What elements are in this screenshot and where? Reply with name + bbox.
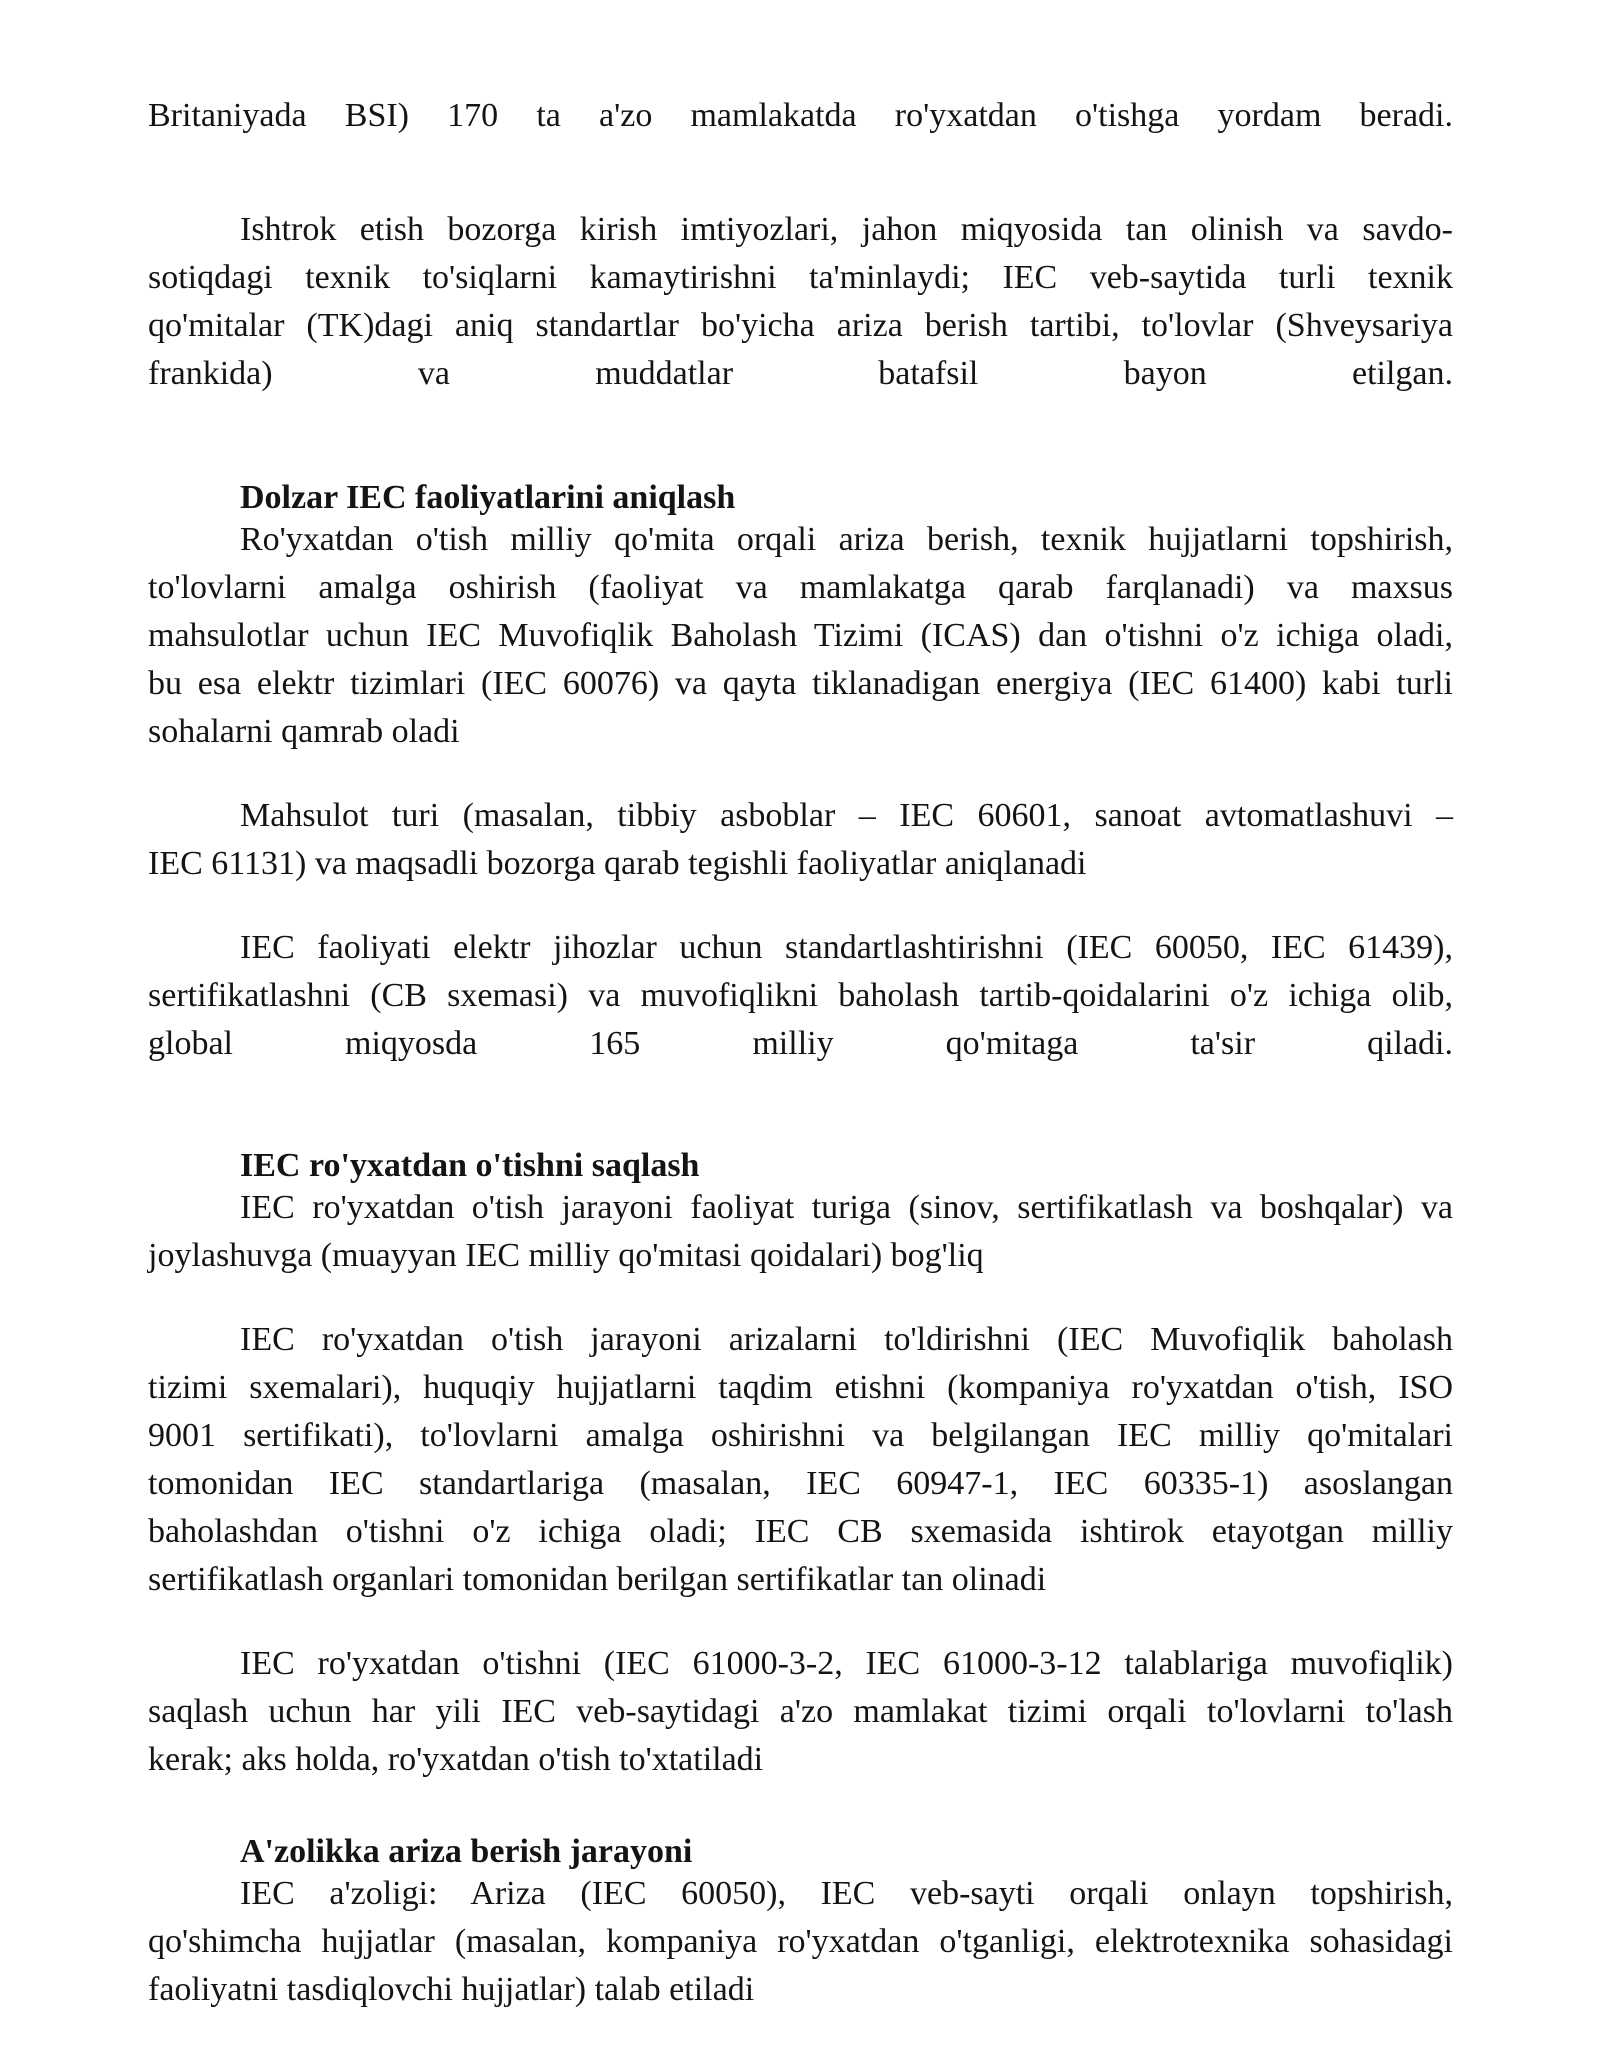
text-line: 9001 sertifikati), to'lovlarni amalga oshirishni va belgilangan IEC milliy qo'mitalari: [148, 1417, 1453, 1454]
text-line: IEC 61131) va maqsadli bozorga qarab tegishli faoliyatlar aniqlanadi: [148, 845, 1087, 882]
text-line: Ishtrok etish bozorga kirish imtiyozlari, jahon miqyosida tan olinish va savdo-: [240, 211, 1453, 248]
text-line: frankida) va muddatlar batafsil bayon etilgan.: [148, 355, 1453, 392]
text-line: IEC ro'yxatdan o'tish jarayoni arizalarni to'ldirishni (IEC Muvofiqlik baholash: [240, 1321, 1453, 1358]
text-line: sotiqdagi texnik to'siqlarni kamaytirishni ta'minlaydi; IEC veb-saytida turli texnik: [148, 259, 1453, 296]
text-line: qo'shimcha hujjatlar (masalan, kompaniya ro'yxatdan o'tganligi, elektrotexnika sohasidagi: [148, 1923, 1453, 1960]
text-line: mahsulotlar uchun IEC Muvofiqlik Baholash Tizimi (ICAS) dan o'tishni o'z ichiga oladi,: [148, 617, 1453, 654]
text-line: to'lovlarni amalga oshirish (faoliyat va mamlakatga qarab farqlanadi) va maxsus: [148, 569, 1453, 606]
text-line: IEC ro'yxatdan o'tish jarayoni faoliyat turiga (sinov, sertifikatlash va boshqalar) va: [240, 1189, 1453, 1226]
section-heading: A'zolikka ariza berish jarayoni: [240, 1833, 693, 1870]
text-line: tizimi sxemalari), huquqiy hujjatlarni taqdim etishni (kompaniya ro'yxatdan o'tish, ISO: [148, 1369, 1453, 1406]
text-line: joylashuvga (muayyan IEC milliy qo'mitasi qoidalari) bog'liq: [148, 1237, 984, 1274]
text-line: IEC ro'yxatdan o'tishni (IEC 61000-3-2, IEC 61000-3-12 talablariga muvofiqlik): [240, 1645, 1453, 1682]
text-line: Ro'yxatdan o'tish milliy qo'mita orqali ariza berish, texnik hujjatlarni topshirish,: [240, 521, 1453, 558]
section-heading: Dolzar IEC faoliyatlarini aniqlash: [240, 479, 736, 516]
text-line: qo'mitalar (TK)dagi aniq standartlar bo'yicha ariza berish tartibi, to'lovlar (Shveysariya: [148, 307, 1453, 344]
text-line: baholashdan o'tishni o'z ichiga oladi; IEC CB sxemasida ishtirok etayotgan milliy: [148, 1513, 1453, 1550]
text-line: Britaniyada BSI) 170 ta a'zo mamlakatda ro'yxatdan o'tishga yordam beradi.: [148, 97, 1453, 134]
text-line: faoliyatni tasdiqlovchi hujjatlar) talab etiladi: [148, 1971, 755, 2008]
section-heading: IEC ro'yxatdan o'tishni saqlash: [240, 1147, 700, 1184]
text-line: tomonidan IEC standartlariga (masalan, IEC 60947-1, IEC 60335-1) asoslangan: [148, 1465, 1453, 1502]
text-line: global miqyosda 165 milliy qo'mitaga ta'sir qiladi.: [148, 1025, 1453, 1062]
text-line: IEC a'zoligi: Ariza (IEC 60050), IEC veb-sayti orqali onlayn topshirish,: [240, 1875, 1453, 1912]
text-line: IEC faoliyati elektr jihozlar uchun standartlashtirishni (IEC 60050, IEC 61439),: [240, 929, 1453, 966]
text-line: sertifikatlashni (CB sxemasi) va muvofiqlikni baholash tartib-qoidalarini o'z ichiga olib,: [148, 977, 1453, 1014]
text-line: sohalarni qamrab oladi: [148, 713, 460, 750]
text-line: sertifikatlash organlari tomonidan berilgan sertifikatlar tan olinadi: [148, 1561, 1047, 1598]
text-line: Mahsulot turi (masalan, tibbiy asboblar – IEC 60601, sanoat avtomatlashuvi –: [240, 797, 1453, 834]
text-line: bu esa elektr tizimlari (IEC 60076) va qayta tiklanadigan energiya (IEC 61400) kabi turli: [148, 665, 1453, 702]
text-line: kerak; aks holda, ro'yxatdan o'tish to'xtatiladi: [148, 1741, 764, 1778]
text-line: saqlash uchun har yili IEC veb-saytidagi a'zo mamlakat tizimi orqali to'lovlarni to'lash: [148, 1693, 1453, 1730]
